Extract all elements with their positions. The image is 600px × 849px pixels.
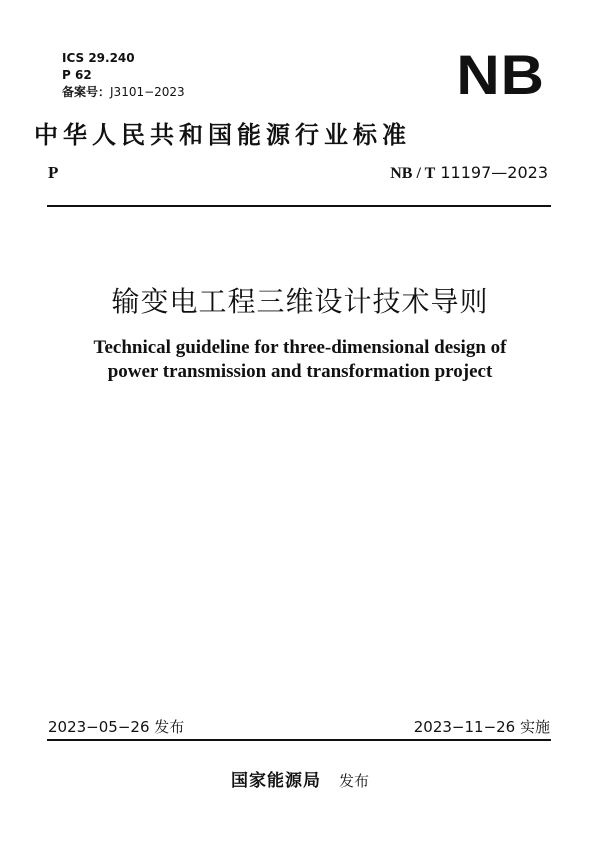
- issuer-line: [0, 766, 600, 791]
- nb-logo: NB: [456, 44, 545, 106]
- issuer-name: 国家能源局: [230, 771, 321, 791]
- document-title-en: [0, 336, 600, 384]
- document-title-cn: 输变电工程三维设计技术导则: [111, 285, 489, 318]
- top-divider: [47, 205, 551, 207]
- title-en-line-1: Technical guideline for three-dimensional design of: [93, 337, 507, 358]
- standard-category-title: 中华人民共和国能源行业标准: [34, 120, 411, 149]
- standard-code-prefix: NB / T: [390, 165, 436, 182]
- filing-value: J3101−2023: [110, 85, 185, 99]
- category-code: P 62: [62, 68, 92, 82]
- publish-date: 2023−05−26 发布: [48, 718, 185, 736]
- standard-code: [390, 163, 548, 183]
- bottom-divider: [47, 739, 551, 741]
- metadata-block: [62, 50, 185, 101]
- filing-number: [62, 84, 185, 101]
- implementation-date: 2023−11−26 实施: [413, 718, 550, 736]
- ics-code: ICS 29.240: [62, 51, 135, 65]
- issue-action: 发布: [338, 772, 369, 790]
- classification-letter: P: [48, 163, 59, 182]
- filing-label: 备案号：: [62, 85, 111, 99]
- standard-code-number: 11197—2023: [440, 163, 548, 182]
- title-en-line-2: power transmission and transformation project: [107, 361, 493, 382]
